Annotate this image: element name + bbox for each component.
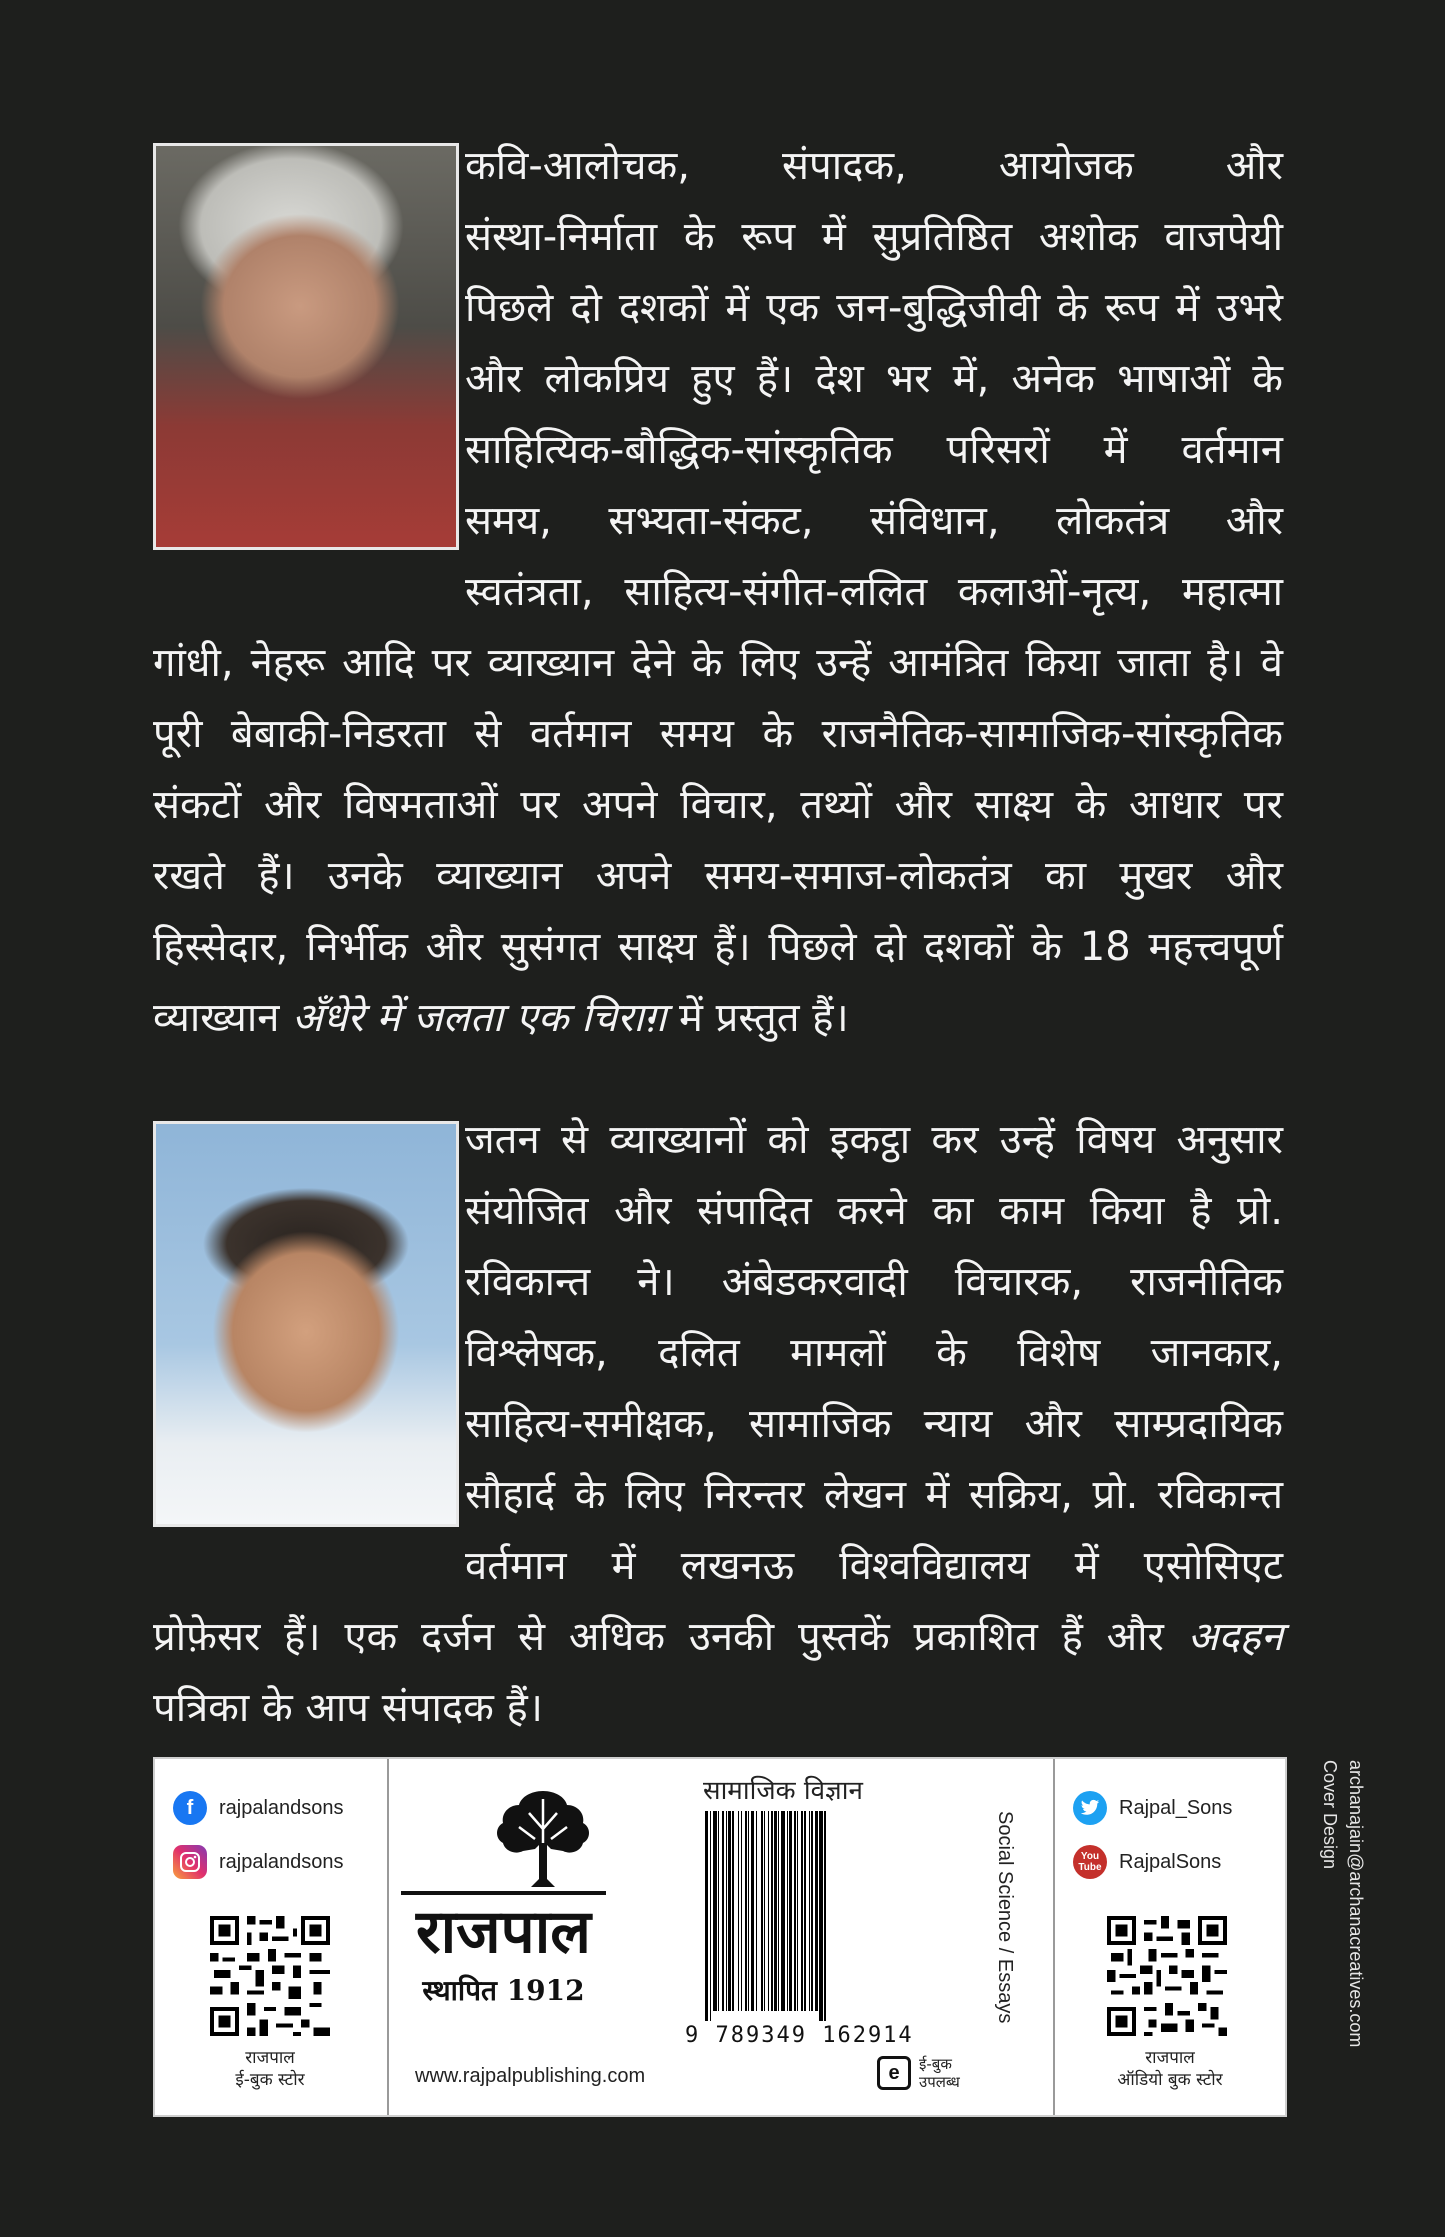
editor-last-line: पत्रिका के आप संपादक हैं। bbox=[153, 1685, 543, 1731]
panel-divider bbox=[387, 1759, 389, 2115]
bio-line: पूरी बेबाकी-निडरता से वर्तमान समय के राजनैतिक-सामाजिक-सांस्कृतिक bbox=[153, 711, 1283, 757]
publisher-panel bbox=[153, 1757, 1287, 2117]
established-year: स्थापित 1912 bbox=[422, 1974, 585, 2007]
bio-line: पिछले दो दशकों में एक जन-बुद्धिजीवी के रूप में उभरे bbox=[465, 285, 1283, 331]
isbn-barcode bbox=[701, 1811, 956, 2021]
editor-text: प्रोफ़ेसर हैं। एक दर्जन से अधिक उनकी पुस्तकें प्रकाशित हैं और bbox=[153, 1614, 1188, 1660]
ebook-badge bbox=[877, 2055, 960, 2091]
youtube-handle: RajpalSons bbox=[1119, 1850, 1222, 1873]
bio-line: रखते हैं। उनके व्याख्यान अपने समय-समाज-लोकतंत्र का मुखर और bbox=[153, 853, 1283, 899]
caption-line: राजपाल bbox=[245, 2048, 295, 2068]
bio-line: गांधी, नेहरू आदि पर व्याख्यान देने के लिए उन्हें आमंत्रित किया जाता है। वे bbox=[153, 640, 1283, 686]
bio-line: और लोकप्रिय हुए हैं। देश भर में, अनेक भाषाओं के bbox=[465, 356, 1283, 402]
editor-line bbox=[153, 1602, 1283, 1673]
editor-line: विश्लेषक, दलित मामलों के विशेष जानकार, bbox=[465, 1330, 1283, 1376]
caption-line: ऑडियो बुक स्टोर bbox=[1117, 2070, 1223, 2090]
publisher-website[interactable]: www.rajpalpublishing.com bbox=[415, 2065, 646, 2087]
bio-text: व्याख्यान bbox=[153, 995, 293, 1041]
youtube-icon-text: Tube bbox=[1078, 1862, 1102, 1873]
youtube-link[interactable] bbox=[1073, 1845, 1221, 1879]
panel-divider bbox=[1053, 1759, 1055, 2115]
ebook-store-qr-code[interactable] bbox=[210, 1916, 330, 2036]
editor-line: वर्तमान में लखनऊ विश्वविद्यालय में एसोसिएट bbox=[465, 1543, 1283, 1589]
audiobook-store-caption bbox=[1075, 2047, 1265, 2091]
isbn-digits: 9 789349 162914 bbox=[685, 2023, 914, 2048]
ebook-label bbox=[919, 2055, 960, 2091]
editor-line: जतन से व्याख्यानों को इकट्ठा कर उन्हें विषय अनुसार bbox=[465, 1117, 1283, 1163]
audiobook-store-qr-code[interactable] bbox=[1107, 1916, 1227, 2036]
editor-bio-paragraph bbox=[153, 1105, 1283, 1744]
editor-line: सौहार्द के लिए निरन्तर लेखन में सक्रिय, प्रो. रविकान्त bbox=[465, 1472, 1283, 1518]
cover-design-credit bbox=[1318, 1760, 1342, 1869]
editor-line: संयोजित और संपादित करने का काम किया है प्रो. bbox=[465, 1188, 1283, 1234]
facebook-link[interactable] bbox=[173, 1791, 344, 1825]
tree-logo bbox=[491, 1783, 595, 1891]
credit-email: archanajain@archanacreatives.com bbox=[1346, 1760, 1366, 2048]
ebook-icon: e bbox=[877, 2056, 911, 2090]
youtube-icon-text: You bbox=[1080, 1851, 1100, 1862]
bio-text: में प्रस्तुत हैं। bbox=[666, 995, 849, 1041]
publisher-logo-text: राजपाल bbox=[401, 1891, 606, 1969]
category-english: Social Science / Essays bbox=[994, 1811, 1016, 2024]
bio-line: संस्था-निर्माता के रूप में सुप्रतिष्ठित अशोक वाजपेयी bbox=[465, 214, 1283, 260]
credit-label: Cover Design bbox=[1320, 1760, 1340, 1870]
bio-line: साहित्यिक-बौद्धिक-सांस्कृतिक परिसरों में वर्तमान bbox=[465, 427, 1283, 473]
author-bio-paragraph bbox=[153, 131, 1283, 1054]
bio-last-line bbox=[153, 983, 1283, 1054]
instagram-handle: rajpalandsons bbox=[219, 1850, 344, 1873]
category-hindi: सामाजिक विज्ञान bbox=[703, 1776, 863, 1806]
instagram-icon bbox=[173, 1845, 207, 1879]
twitter-handle: Rajpal_Sons bbox=[1119, 1796, 1233, 1819]
twitter-link[interactable] bbox=[1073, 1791, 1232, 1825]
bio-line: समय, सभ्यता-संकट, संविधान, लोकतंत्र और bbox=[465, 498, 1283, 544]
ebook-label-line: ई-बुक bbox=[919, 2055, 952, 2073]
facebook-icon: f bbox=[173, 1791, 207, 1825]
ebook-label-line: उपलब्ध bbox=[919, 2073, 960, 2091]
editor-line: रविकान्त ने। अंबेडकरवादी विचारक, राजनीतिक bbox=[465, 1259, 1283, 1305]
youtube-icon bbox=[1073, 1845, 1107, 1879]
instagram-link[interactable] bbox=[173, 1845, 344, 1879]
book-title: अँधेरे में जलता एक चिराग़ bbox=[292, 995, 667, 1041]
magazine-title: अदहन bbox=[1187, 1614, 1283, 1660]
bio-line: हिस्सेदार, निर्भीक और सुसंगत साक्ष्य हैं। पिछले दो दशकों के 18 महत्त्वपूर्ण bbox=[153, 924, 1283, 970]
bio-line: कवि-आलोचक, संपादक, आयोजक और bbox=[465, 143, 1283, 189]
twitter-icon bbox=[1073, 1791, 1107, 1825]
caption-line: राजपाल bbox=[1145, 2048, 1195, 2068]
bio-line: स्वतंत्रता, साहित्य-संगीत-ललित कलाओं-नृत्य, महात्मा bbox=[465, 569, 1283, 615]
ebook-store-caption bbox=[185, 2047, 355, 2091]
facebook-handle: rajpalandsons bbox=[219, 1796, 344, 1819]
cover-design-email bbox=[1344, 1760, 1368, 2047]
caption-line: ई-बुक स्टोर bbox=[235, 2070, 305, 2090]
bio-line: संकटों और विषमताओं पर अपने विचार, तथ्यों और साक्ष्य के आधार पर bbox=[153, 782, 1283, 828]
editor-line: साहित्य-समीक्षक, सामाजिक न्याय और साम्प्रदायिक bbox=[465, 1401, 1283, 1447]
